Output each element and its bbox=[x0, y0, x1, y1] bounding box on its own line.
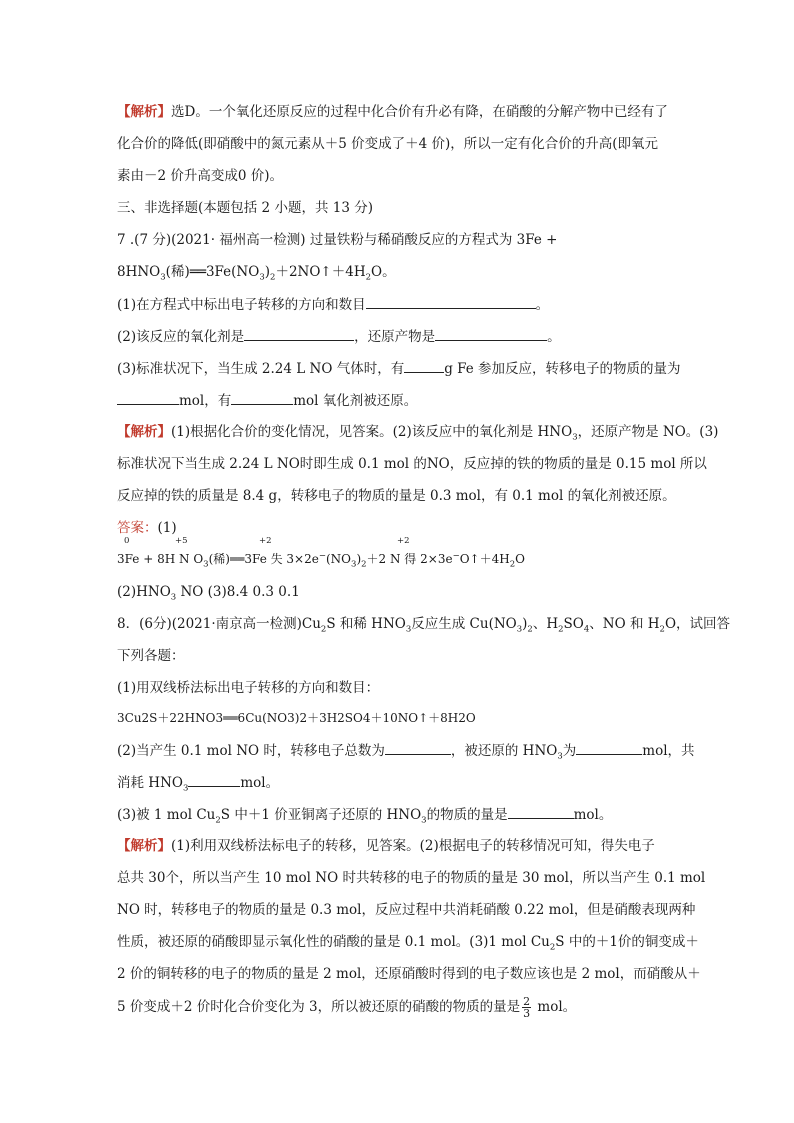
question-8-part-3: (3)被 1 mol $Cu_2S$ 中＋1 价亚铜离子还原的 $HNO_3$的物质的量是 mol。 bbox=[117, 804, 612, 831]
analysis-line: 素由－2 价升高变成0 价)。 bbox=[117, 168, 284, 184]
analysis-line: 标准状况下当生成 2.24 L NO时即生成 0.1 mol 的NO，反应掉的铁的物质的量是 0.15 mol 所以 bbox=[117, 456, 707, 472]
text: mol 氧化剂被还原。 bbox=[293, 393, 418, 409]
text: (2)该反应的氧化剂是 bbox=[117, 329, 245, 345]
oxidation-number: 0 bbox=[124, 536, 130, 546]
question-8-intro-cont: 下列各题： bbox=[117, 648, 185, 664]
question-7-part-2 bbox=[117, 326, 561, 347]
analysis-line: 2 价的铜转移的电子的物质的量是 2 mol，还原硝酸时得到的电子数应该也是 2 mol，而硝酸从＋ bbox=[117, 966, 701, 982]
text: (1)利用双线桥法标电子的转移，见答案。(2)根据电子的转移情况可知，得失电子 bbox=[171, 838, 655, 854]
text: mol。 bbox=[573, 807, 613, 823]
analysis-tag: 【解析】 bbox=[117, 424, 171, 440]
answer-blank[interactable] bbox=[188, 772, 240, 787]
question-8-intro: 8．(6分)(2021·南京高一检测)$Cu_2S$ 和稀 $HNO_3$反应生成 $Cu(NO_3)_2$、$H_2SO_4$、NO 和 $H_2O$，试回答 bbox=[117, 616, 731, 635]
answer-blank[interactable] bbox=[576, 740, 642, 755]
analysis-line bbox=[117, 836, 655, 856]
fraction-denominator: 3 bbox=[523, 1007, 531, 1020]
question-8-part-2-cont: 消耗 $HNO_3$ mol。 bbox=[117, 772, 279, 799]
question-7-part-1 bbox=[117, 294, 549, 315]
analysis-line: 反应掉的铁的质量是 8.4 g，转移电子的物质的量是 0.3 mol，有 0.1 mol 的氧化剂被还原。 bbox=[117, 488, 676, 504]
text: 5 价变成＋2 价时化合价变化为 3，所以被还原的硝酸的物质的量是 bbox=[117, 999, 521, 1015]
text: SO bbox=[563, 616, 584, 632]
answer-blank[interactable] bbox=[231, 390, 293, 405]
question-7-equation: $8HNO_3$(稀)$══3Fe(NO_3)_2+2NO↑+4H_2O$。 bbox=[117, 264, 396, 283]
question-7-intro: 7 .(7 分)(2021· 福州高一检测) 过量铁粉与稀硝酸反应的方程式为 3Fe + bbox=[117, 232, 558, 248]
text: ，还原产物是 NO。(3) bbox=[577, 424, 719, 440]
text: (3)被 1 mol Cu bbox=[117, 807, 216, 823]
oxidation-number: +2 bbox=[397, 536, 410, 546]
text: 8HNO bbox=[117, 264, 161, 280]
text: (NO bbox=[325, 552, 352, 566]
section-heading: 三、非选择题(本题包括 2 小题，共 13 分) bbox=[117, 200, 373, 216]
analysis-line: NO 时，转移电子的物质的量是 0.3 mol，反应过程中共消耗硝酸 0.22 mol，但是硝酸表现两种 bbox=[117, 902, 696, 918]
analysis-tag: 【解析】 bbox=[117, 104, 171, 120]
text: 。 bbox=[535, 297, 550, 313]
analysis-line bbox=[117, 102, 668, 122]
text: O↑＋4H bbox=[459, 552, 510, 566]
answer-blank[interactable] bbox=[366, 294, 536, 309]
answer-blank[interactable] bbox=[508, 804, 574, 819]
text: (稀)══3Fe 失 3×2e bbox=[208, 552, 319, 566]
text: ＋2NO↑＋4H bbox=[275, 264, 366, 280]
text: 为 bbox=[562, 743, 577, 759]
text: ) bbox=[264, 264, 271, 280]
text: S 和稀 HNO bbox=[326, 616, 406, 632]
text: (1)在方程式中标出电子转移的方向和数目 bbox=[117, 297, 366, 313]
oxidation-number: +2 bbox=[259, 536, 272, 546]
text: S 中＋1 价亚铜离子还原的 HNO bbox=[220, 807, 422, 823]
fraction bbox=[522, 996, 531, 1019]
text: 、H bbox=[532, 616, 559, 632]
text: (2)当产生 0.1 mol NO 时，转移电子总数为 bbox=[117, 743, 385, 759]
text: 反应生成 Cu(NO bbox=[411, 616, 517, 632]
question-7-part-3 bbox=[117, 358, 681, 379]
text: ，被还原的 HNO bbox=[450, 743, 558, 759]
text: ，还原产物是 bbox=[354, 329, 436, 345]
fraction-numerator: 2 bbox=[523, 995, 531, 1008]
text: 性质，被还原的硝酸即显示氧化性的硝酸的量是 0.1 mol。(3)1 mol Cu bbox=[117, 934, 550, 950]
text: mol，有 bbox=[179, 393, 232, 409]
question-8-equation: 3Cu2S＋22HNO3══6Cu(NO3)2＋3H2SO4＋10NO↑＋8H2O bbox=[117, 711, 476, 725]
answer-equation: 3Fe + 8H N $O_3$(稀)══3Fe 失 $3\times 2e^-(NO_3)_2+2$ N 得 $2\times 3e^-O↑+4H_2O$ bbox=[117, 551, 525, 570]
answer-label: 答案： bbox=[117, 520, 158, 536]
analysis-line: 化合价的降低(即硝酸中的氮元素从＋5 价变成了＋4 价)，所以一定有化合价的升高(即氧元 bbox=[117, 136, 659, 152]
answer-blank[interactable] bbox=[385, 740, 451, 755]
text: ＋2 N 得 2×3e bbox=[366, 552, 453, 566]
text: 。 bbox=[547, 329, 561, 345]
text: ) bbox=[356, 552, 362, 566]
oxidation-number: +5 bbox=[175, 536, 188, 546]
answer-line bbox=[117, 518, 177, 538]
analysis-line bbox=[117, 996, 576, 1019]
text: (1)根据化合价的变化情况，见答案。(2)该反应中的氧化剂是 HNO bbox=[171, 424, 573, 440]
text: (1) bbox=[157, 520, 177, 536]
text: (稀)══3Fe(NO bbox=[165, 264, 260, 280]
text: 消耗 HNO bbox=[117, 775, 183, 791]
text: 3Fe + 8H N O bbox=[117, 552, 204, 566]
text: (3)标准状况下，当生成 2.24 L NO 气体时，有 bbox=[117, 361, 405, 377]
text: 、NO 和 H bbox=[589, 616, 660, 632]
text: mol，共 bbox=[642, 743, 695, 759]
answer-blank[interactable] bbox=[117, 390, 179, 405]
question-8-part-2: (2)当产生 0.1 mol NO 时，转移电子总数为 ，被还原的 $HNO_3$为 mol，共 bbox=[117, 740, 695, 767]
question-8-part-1: (1)用双线桥法标出电子转移的方向和数目： bbox=[117, 680, 380, 696]
text: mol。 bbox=[240, 775, 280, 791]
answer-blank[interactable] bbox=[244, 326, 354, 341]
text: NO (3)8.4 0.3 0.1 bbox=[176, 584, 300, 600]
analysis-line: 总共 30个，所以当产生 10 mol NO 时共转移的电子的物质的量是 30 mol，所以当产生 0.1 mol bbox=[117, 870, 706, 886]
text: 8．(6分)(2021·南京高一检测)Cu bbox=[117, 616, 321, 632]
text: S 中的＋1价的铜变成＋ bbox=[555, 934, 699, 950]
text: 的物质的量是 bbox=[426, 807, 508, 823]
text: (2)HNO bbox=[117, 584, 171, 600]
answer-blank[interactable] bbox=[435, 326, 547, 341]
text: 选D。一个氧化还原反应的过程中化合价有升必有降，在硝酸的分解产物中已经有了 bbox=[171, 104, 668, 120]
text: ) bbox=[522, 616, 528, 632]
text: mol。 bbox=[533, 999, 577, 1015]
text: g Fe 参加反应，转移电子的物质的量为 bbox=[444, 361, 681, 377]
analysis-tag: 【解析】 bbox=[117, 838, 171, 854]
answer-blank[interactable] bbox=[404, 358, 444, 373]
text: O，试回答 bbox=[664, 616, 731, 632]
text: O。 bbox=[371, 264, 396, 280]
analysis-line: 【解析】(1)根据化合价的变化情况，见答案。(2)该反应中的氧化剂是 $HNO_3$，还原产物是 NO。(3) bbox=[117, 424, 719, 443]
text: O bbox=[515, 552, 525, 566]
question-7-part-3-cont bbox=[117, 390, 417, 411]
answer-line: $(2)HNO_3$ NO (3)8.4 0.3 0.1 bbox=[117, 584, 300, 603]
analysis-line: 性质，被还原的硝酸即显示氧化性的硝酸的量是 0.1 mol。(3)1 mol $Cu_2S$ 中的＋1价的铜变成＋ bbox=[117, 934, 699, 953]
